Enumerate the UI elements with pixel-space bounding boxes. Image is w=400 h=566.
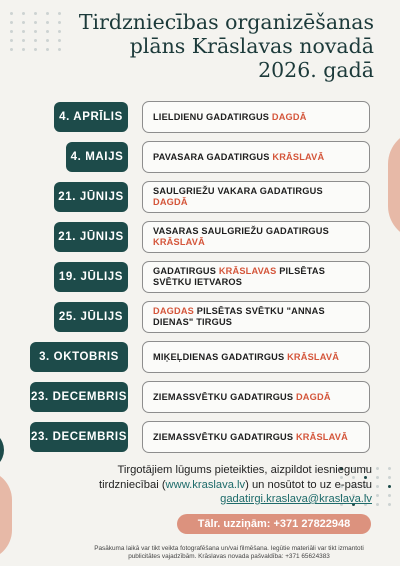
decorative-dot xyxy=(34,21,37,24)
event-date: 23. DECEMBRIS xyxy=(30,422,128,452)
decorative-dot xyxy=(34,30,37,33)
decorative-dot xyxy=(376,485,379,488)
decorative-dot xyxy=(10,48,13,51)
event-date: 25. JŪLIJS xyxy=(54,302,128,332)
event-row xyxy=(0,141,400,173)
decorative-dot xyxy=(376,503,379,506)
event-row xyxy=(0,421,400,453)
decorative-dot xyxy=(388,467,391,470)
decorative-shape-left xyxy=(0,470,12,560)
event-location: KRĀSLAVĀ xyxy=(287,351,340,362)
event-row xyxy=(0,341,400,373)
event-location: KRĀSLAVĀ xyxy=(295,431,348,442)
event-description: MIĶEĻDIENAS GADATIRGUS KRĀSLAVĀ xyxy=(142,341,370,373)
note-line-1: Tirgotājiem lūgums pieteikties, aizpildot iesniegumu xyxy=(117,464,372,476)
decorative-dot xyxy=(22,12,25,15)
website-link[interactable]: www.kraslava.lv xyxy=(165,478,246,491)
decorative-dot xyxy=(34,12,37,15)
event-row xyxy=(0,261,400,293)
event-description: VASARAS SAULGRIEŽU GADATIRGUS KRĀSLAVĀ xyxy=(142,221,370,253)
event-description: DAGDAS PILSĒTAS SVĒTKU "ANNAS DIENAS" TIRGUS xyxy=(142,301,370,333)
event-description: ZIEMASSVĒTKU GADATIRGUS DAGDĀ xyxy=(142,381,370,413)
event-location: KRĀSLAVAS xyxy=(218,266,277,276)
decorative-dot xyxy=(388,476,391,479)
email-link[interactable]: gadatirgi.kraslava@kraslava.lv xyxy=(220,493,372,505)
decorative-dot xyxy=(10,12,13,15)
decorative-dot xyxy=(10,30,13,33)
event-date: 21. JŪNIJS xyxy=(54,182,128,212)
decorative-dot xyxy=(388,494,391,497)
event-location: DAGDĀ xyxy=(295,391,331,402)
event-date: 23. DECEMBRIS xyxy=(30,382,128,412)
decorative-dot xyxy=(10,21,13,24)
decorative-dot xyxy=(388,503,391,506)
event-location: KRĀSLAVĀ xyxy=(153,237,205,247)
event-description: SAULGRIEŽU VAKARA GADATIRGUS DAGDĀ xyxy=(142,181,370,213)
decorative-dot xyxy=(34,39,37,42)
event-date: 19. JŪLIJS xyxy=(54,262,128,292)
decorative-dot xyxy=(376,476,379,479)
decorative-dot xyxy=(388,485,391,488)
event-description: PAVASARA GADATIRGUS KRĀSLAVĀ xyxy=(142,141,370,173)
title-line-3: 2026. gadā xyxy=(258,58,374,82)
page-title xyxy=(44,10,374,82)
event-row xyxy=(0,181,400,213)
event-location: KRĀSLAVĀ xyxy=(272,151,325,162)
event-date: 3. OKTOBRIS xyxy=(30,342,128,372)
event-location: DAGDAS xyxy=(153,306,195,316)
decorative-dot xyxy=(376,467,379,470)
event-location: DAGDĀ xyxy=(271,111,307,122)
decorative-dot xyxy=(22,30,25,33)
event-row xyxy=(0,301,400,333)
decorative-dot xyxy=(22,21,25,24)
event-row xyxy=(0,381,400,413)
application-note: Tirgotājiem lūgums pieteikties, aizpildot iesniegumu tirdzniecībai (www.kraslava.lv) un nosūtot to uz e-pastu gadatirgi.kraslava@kraslava.lv xyxy=(42,463,372,507)
event-row xyxy=(0,101,400,133)
decorative-dot xyxy=(376,494,379,497)
event-description: GADATIRGUS KRĀSLAVAS PILSĒTAS SVĒTKU IETVAROS xyxy=(142,261,370,293)
event-date: 21. JŪNIJS xyxy=(54,222,128,252)
decorative-dot xyxy=(34,48,37,51)
decorative-dot xyxy=(10,39,13,42)
event-date: 4. APRĪLIS xyxy=(54,102,128,132)
phone-badge: Tālr. uzziņām: +371 27822948 xyxy=(177,514,371,534)
event-location: DAGDĀ xyxy=(153,197,188,207)
decorative-dot xyxy=(22,48,25,51)
event-description: ZIEMASSVĒTKU GADATIRGUS KRĀSLAVĀ xyxy=(142,421,370,453)
event-row xyxy=(0,221,400,253)
event-description: LIELDIENU GADATIRGUS DAGDĀ xyxy=(142,101,370,133)
title-line-2: plāns Krāslavas novadā xyxy=(129,34,374,58)
event-date: 4. MAIJS xyxy=(66,142,128,172)
footer-disclaimer: Pasākuma laikā var tikt veikta fotografēšana un/vai filmēšana. Iegūtie materiāli var tikt izmantoti publicitātes vajadzībām. Krāslavas novada pašvaldība: +371 65624383 xyxy=(94,545,364,560)
title-line-1: Tirdzniecības organizēšanas xyxy=(78,10,374,34)
decorative-dot xyxy=(22,39,25,42)
